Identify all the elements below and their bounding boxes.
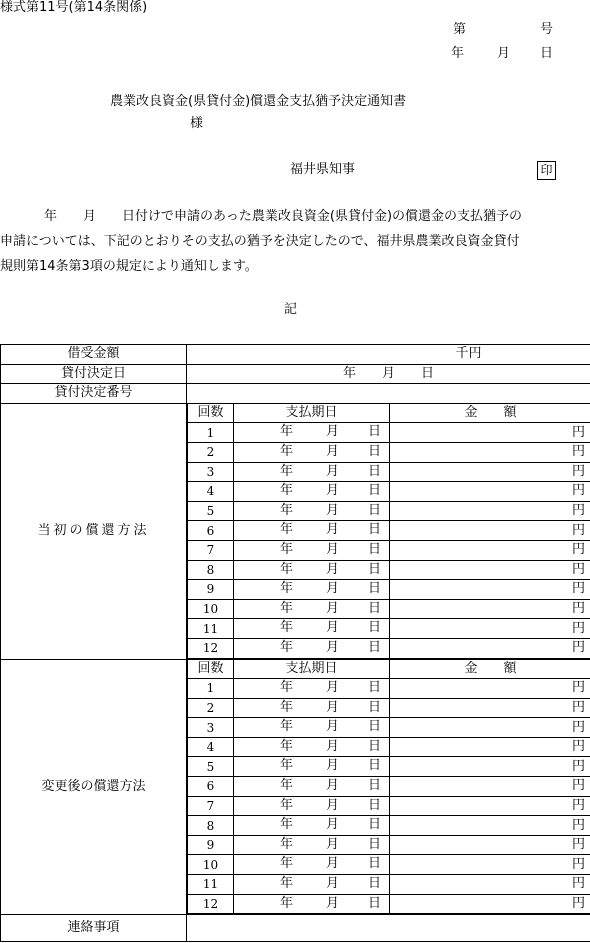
date-year: 年 <box>280 581 294 597</box>
date-day: 日 <box>368 699 382 715</box>
body-paragraph <box>0 204 590 279</box>
due-date-cell <box>234 875 390 895</box>
installment-number: 3 <box>188 718 234 738</box>
date-day: 日 <box>368 876 382 892</box>
loan-amount-unit: 千円 <box>187 345 590 365</box>
document-title: 農業改良資金(県貸付金)償還金支払猶予決定通知書 <box>110 94 407 109</box>
due-date-cell <box>234 599 390 619</box>
date-day: 日 <box>368 836 382 852</box>
due-date-header: 支払期日 <box>234 404 390 423</box>
amount-cell: 円 <box>390 875 590 895</box>
date-day: 日 <box>368 600 382 616</box>
changed-method-label: 変更後の償還方法 <box>1 659 187 915</box>
table-row <box>188 423 590 443</box>
amount-cell: 円 <box>390 619 590 639</box>
original-method-subtable-cell <box>187 403 590 659</box>
amount-cell: 円 <box>390 679 590 699</box>
date-year: 年 <box>280 836 294 852</box>
table-row <box>188 501 590 521</box>
installment-number: 4 <box>188 482 234 502</box>
date-year: 年 <box>280 738 294 754</box>
date-day: 日 <box>368 561 382 577</box>
table-row <box>188 757 590 777</box>
amount-cell: 円 <box>390 560 590 580</box>
installment-number: 9 <box>188 835 234 855</box>
loan-date-label: 貸付決定日 <box>1 364 187 384</box>
due-date-cell <box>234 777 390 797</box>
due-date-cell <box>234 855 390 875</box>
date-month: 月 <box>326 561 340 577</box>
date-month: 月 <box>326 639 340 655</box>
due-date-cell <box>234 718 390 738</box>
date-year: 年 <box>280 600 294 616</box>
installment-number: 10 <box>188 855 234 875</box>
date-month: 月 <box>326 719 340 735</box>
amount-cell: 円 <box>390 638 590 658</box>
installment-number: 4 <box>188 737 234 757</box>
date-year: 年 <box>280 680 294 696</box>
amount-cell: 円 <box>390 501 590 521</box>
table-row <box>188 816 590 836</box>
date-month: 月 <box>326 483 340 499</box>
date-day: 日 <box>368 502 382 518</box>
due-date-cell <box>234 619 390 639</box>
date-year: 年 <box>280 817 294 833</box>
body-line-2: 申請については、下記のとおりその支払の猶予を決定したので、福井県農業改良資金貸付 <box>0 234 520 249</box>
installment-number: 11 <box>188 875 234 895</box>
installment-number: 11 <box>188 619 234 639</box>
due-date-cell <box>234 462 390 482</box>
date-month: 月 <box>326 797 340 813</box>
installment-number: 2 <box>188 698 234 718</box>
date-day: 日 <box>368 738 382 754</box>
amount-cell: 円 <box>390 796 590 816</box>
installment-number: 2 <box>188 442 234 462</box>
amount-cell: 円 <box>390 835 590 855</box>
table-row <box>188 894 590 914</box>
date-day: 日 <box>368 639 382 655</box>
installment-number: 3 <box>188 462 234 482</box>
table-row <box>188 737 590 757</box>
loan-number-label: 貸付決定番号 <box>1 384 187 404</box>
date-day: 日 <box>368 581 382 597</box>
table-row <box>188 560 590 580</box>
date-day: 日 <box>368 620 382 636</box>
amount-cell: 円 <box>390 599 590 619</box>
date-day: 日 <box>540 46 554 61</box>
loan-number-value <box>187 384 590 404</box>
due-date-cell <box>234 442 390 462</box>
table-row <box>188 855 590 875</box>
body-line-3: 規則第14条第3項の規定により通知します。 <box>0 259 258 274</box>
due-date-cell <box>234 894 390 914</box>
amount-header: 金 額 <box>390 404 590 423</box>
date-month: 月 <box>326 463 340 479</box>
date-year: 年 <box>280 797 294 813</box>
date-month: 月 <box>326 443 340 459</box>
original-method-installment-table <box>187 404 590 659</box>
installment-number: 5 <box>188 757 234 777</box>
amount-cell: 円 <box>390 737 590 757</box>
date-year: 年 <box>280 620 294 636</box>
amount-cell: 円 <box>390 462 590 482</box>
date-month: 月 <box>497 46 511 61</box>
date-month: 月 <box>326 600 340 616</box>
date-day: 日 <box>368 680 382 696</box>
table-row <box>188 540 590 560</box>
loan-amount-label: 借受金額 <box>1 345 187 365</box>
amount-cell: 円 <box>390 894 590 914</box>
due-date-cell <box>234 521 390 541</box>
installment-number: 10 <box>188 599 234 619</box>
date-month: 月 <box>326 522 340 538</box>
date-day: 日 <box>368 424 382 440</box>
due-date-cell <box>234 679 390 699</box>
installment-number: 1 <box>188 423 234 443</box>
original-method-label: 当初の償還方法 <box>1 403 187 659</box>
date-year: 年 <box>280 463 294 479</box>
count-header: 回数 <box>188 404 234 423</box>
date-year: 年 <box>280 522 294 538</box>
date-month: 月 <box>326 424 340 440</box>
date-year: 年 <box>280 483 294 499</box>
installment-number: 1 <box>188 679 234 699</box>
amount-cell: 円 <box>390 482 590 502</box>
date-month: 月 <box>326 680 340 696</box>
amount-header: 金 額 <box>390 660 590 679</box>
body-line-1: 年 月 日付けで申請のあった農業改良資金(県貸付金)の償還金の支払猶予の <box>44 209 523 224</box>
date-year: 年 <box>280 541 294 557</box>
installment-number: 6 <box>188 777 234 797</box>
due-date-cell <box>234 423 390 443</box>
due-date-cell <box>234 757 390 777</box>
amount-cell: 円 <box>390 521 590 541</box>
form-id: 様式第11号(第14条関係) <box>0 0 148 15</box>
amount-cell: 円 <box>390 423 590 443</box>
due-date-cell <box>234 816 390 836</box>
seal-mark: 印 <box>537 161 556 180</box>
contact-row <box>1 915 590 942</box>
installment-header-row <box>188 404 590 423</box>
date-year: 年 <box>280 424 294 440</box>
table-row <box>188 521 590 541</box>
loan-amount-row <box>1 345 590 365</box>
amount-cell: 円 <box>390 442 590 462</box>
date-month: 月 <box>326 620 340 636</box>
issuer: 福井県知事 <box>290 162 356 177</box>
date-day: 日 <box>368 856 382 872</box>
date-month: 月 <box>326 502 340 518</box>
table-row <box>188 619 590 639</box>
date-year: 年 <box>280 856 294 872</box>
installment-number: 5 <box>188 501 234 521</box>
amount-cell: 円 <box>390 855 590 875</box>
amount-cell: 円 <box>390 698 590 718</box>
date-month: 月 <box>326 876 340 892</box>
date-month: 月 <box>326 541 340 557</box>
date-year: 年 <box>280 758 294 774</box>
table-row <box>188 599 590 619</box>
date-day: 日 <box>368 443 382 459</box>
date-year: 年 <box>280 639 294 655</box>
installment-number: 6 <box>188 521 234 541</box>
installment-number: 7 <box>188 796 234 816</box>
due-date-cell <box>234 796 390 816</box>
changed-method-subtable-cell <box>187 659 590 915</box>
date-year: 年 <box>451 46 465 61</box>
due-date-cell <box>234 560 390 580</box>
date-month: 月 <box>326 699 340 715</box>
date-day: 日 <box>368 541 382 557</box>
installment-number: 12 <box>188 638 234 658</box>
due-date-cell <box>234 580 390 600</box>
date-month: 月 <box>326 856 340 872</box>
number-go: 号 <box>540 22 554 37</box>
contact-value <box>187 915 590 942</box>
installment-number: 7 <box>188 540 234 560</box>
table-row <box>188 875 590 895</box>
repayment-table <box>0 344 590 942</box>
date-month: 月 <box>326 836 340 852</box>
due-date-cell <box>234 698 390 718</box>
date-month: 月 <box>326 778 340 794</box>
amount-cell: 円 <box>390 540 590 560</box>
contact-label: 連絡事項 <box>1 915 187 942</box>
table-row <box>188 462 590 482</box>
table-row <box>188 580 590 600</box>
changed-method-installment-table <box>187 660 590 915</box>
date-day: 日 <box>368 778 382 794</box>
loan-date-row <box>1 364 590 384</box>
table-row <box>188 718 590 738</box>
amount-cell: 円 <box>390 816 590 836</box>
date-year: 年 <box>280 561 294 577</box>
installment-number: 12 <box>188 894 234 914</box>
due-date-cell <box>234 482 390 502</box>
number-dai: 第 <box>453 22 467 37</box>
date-day: 日 <box>368 797 382 813</box>
installment-number: 8 <box>188 560 234 580</box>
due-date-cell <box>234 835 390 855</box>
date-month: 月 <box>326 895 340 911</box>
date-year: 年 <box>280 895 294 911</box>
count-header: 回数 <box>188 660 234 679</box>
date-day: 日 <box>368 483 382 499</box>
due-date-cell <box>234 638 390 658</box>
amount-cell: 円 <box>390 718 590 738</box>
loan-date-value: 年 月 日 <box>187 364 590 384</box>
loan-number-row <box>1 384 590 404</box>
amount-cell: 円 <box>390 580 590 600</box>
installment-number: 9 <box>188 580 234 600</box>
date-month: 月 <box>326 817 340 833</box>
date-year: 年 <box>280 778 294 794</box>
date-year: 年 <box>280 502 294 518</box>
amount-cell: 円 <box>390 777 590 797</box>
addressee-suffix: 様 <box>190 116 204 131</box>
date-year: 年 <box>280 876 294 892</box>
date-month: 月 <box>326 758 340 774</box>
date-year: 年 <box>280 719 294 735</box>
due-date-cell <box>234 501 390 521</box>
date-year: 年 <box>280 699 294 715</box>
date-month: 月 <box>326 581 340 597</box>
table-row <box>188 482 590 502</box>
date-day: 日 <box>368 758 382 774</box>
installment-header-row <box>188 660 590 679</box>
ki-heading: 記 <box>284 302 298 317</box>
table-row <box>188 638 590 658</box>
table-row <box>188 442 590 462</box>
table-row <box>188 679 590 699</box>
date-month: 月 <box>326 738 340 754</box>
amount-cell: 円 <box>390 757 590 777</box>
date-year: 年 <box>280 443 294 459</box>
table-row <box>188 698 590 718</box>
date-day: 日 <box>368 522 382 538</box>
installment-number: 8 <box>188 816 234 836</box>
table-row <box>188 835 590 855</box>
due-date-header: 支払期日 <box>234 660 390 679</box>
date-day: 日 <box>368 719 382 735</box>
due-date-cell <box>234 540 390 560</box>
due-date-cell <box>234 737 390 757</box>
date-day: 日 <box>368 463 382 479</box>
table-row <box>188 777 590 797</box>
date-day: 日 <box>368 817 382 833</box>
table-row <box>188 796 590 816</box>
date-day: 日 <box>368 895 382 911</box>
